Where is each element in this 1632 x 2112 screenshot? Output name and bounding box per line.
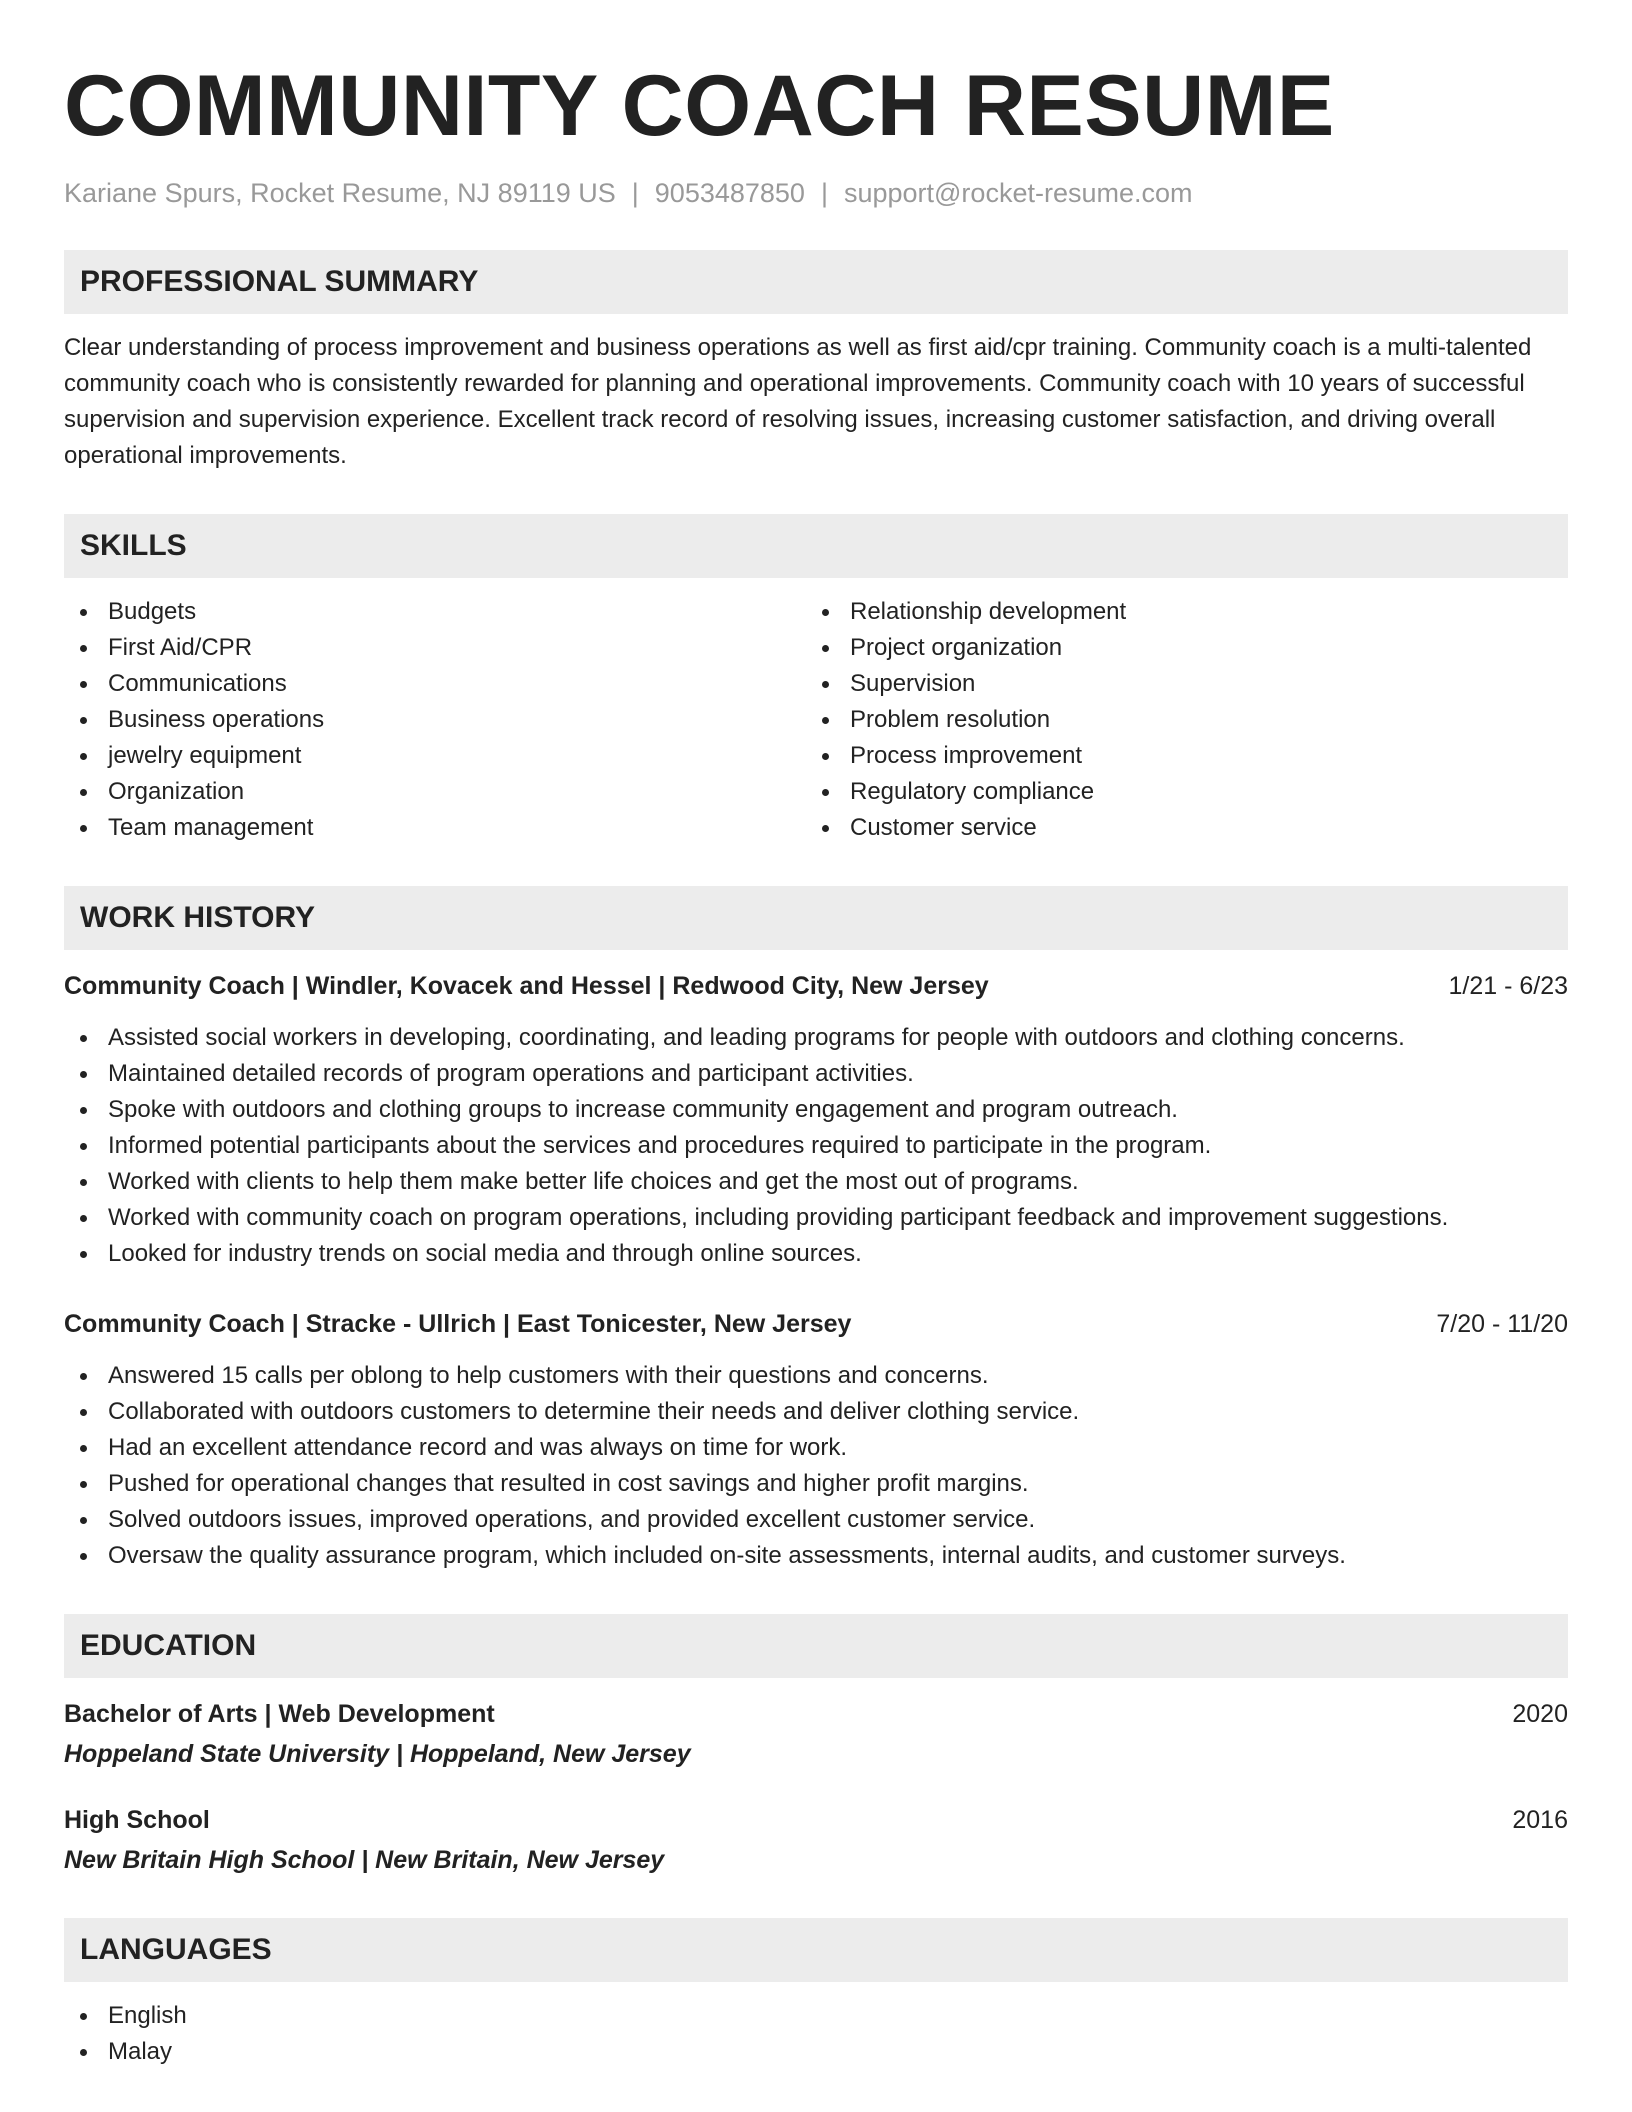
summary-text: Clear understanding of process improvement and business operations as well as first aid/cpr training. Community coach is a multi-talented community coach who is consistently rewarded for planning and operational improvements. Community coach with 10 years of successful supervision and supervision experience. Excellent track record of resolving issues, increasing customer satisfaction, and driving overall operational improvements. — [64, 334, 1532, 469]
language-item: Malay — [64, 2034, 1568, 2070]
resume-page — [64, 56, 1568, 2070]
list-item: Had an excellent attendance record and was always on time for work. — [64, 1430, 1568, 1466]
skill-item: Organization — [64, 774, 806, 810]
job-header — [64, 968, 1568, 1004]
job-entry — [64, 1306, 1568, 1574]
contact-separator: | — [631, 178, 639, 208]
list-item: Oversaw the quality assurance program, which included on-site assessments, internal audits, and customer surveys. — [64, 1538, 1568, 1574]
language-item: English — [64, 1998, 1568, 2034]
skill-item: Problem resolution — [806, 702, 1548, 738]
skill-item: Team management — [64, 810, 806, 846]
skill-item: jewelry equipment — [64, 738, 806, 774]
skill-item: First Aid/CPR — [64, 630, 806, 666]
contact-address: Kariane Spurs, Rocket Resume, NJ 89119 US — [64, 178, 616, 208]
contact-separator: | — [820, 178, 828, 208]
skills-column-right — [806, 594, 1548, 846]
job-entry — [64, 968, 1568, 1272]
list-item: Collaborated with outdoors customers to determine their needs and deliver clothing service. — [64, 1394, 1568, 1430]
skills-list — [64, 594, 1568, 846]
skills-column-left — [64, 594, 806, 846]
skill-item: Regulatory compliance — [806, 774, 1548, 810]
skill-item: Process improvement — [806, 738, 1548, 774]
skill-item: Relationship development — [806, 594, 1548, 630]
education-year: 2016 — [1512, 1806, 1568, 1834]
section-header-languages: LANGUAGES — [64, 1918, 1568, 1982]
education-header — [64, 1696, 1568, 1732]
skill-item: Project organization — [806, 630, 1548, 666]
list-item: Pushed for operational changes that resulted in cost savings and higher profit margins. — [64, 1466, 1568, 1502]
skill-item: Supervision — [806, 666, 1548, 702]
section-header-education: EDUCATION — [64, 1614, 1568, 1678]
education-header — [64, 1802, 1568, 1838]
education-entry — [64, 1802, 1568, 1878]
education-entry — [64, 1696, 1568, 1772]
list-item: Spoke with outdoors and clothing groups to increase community engagement and program outreach. — [64, 1092, 1568, 1128]
contact-phone: 9053487850 — [654, 178, 805, 208]
contact-line — [64, 176, 1568, 210]
education-year: 2020 — [1512, 1700, 1568, 1728]
education-school: Hoppeland State University | Hoppeland, New Jersey — [64, 1740, 691, 1768]
job-role: Community Coach | Stracke - Ullrich | East Tonicester, New Jersey — [64, 1310, 852, 1338]
section-header-skills: SKILLS — [64, 514, 1568, 578]
list-item: Informed potential participants about the services and procedures required to participate in the program. — [64, 1128, 1568, 1164]
list-item: Assisted social workers in developing, coordinating, and leading programs for people with outdoors and clothing concerns. — [64, 1020, 1568, 1056]
list-item: Maintained detailed records of program operations and participant activities. — [64, 1056, 1568, 1092]
skill-item: Communications — [64, 666, 806, 702]
education-degree: High School — [64, 1806, 210, 1834]
list-item: Answered 15 calls per oblong to help customers with their questions and concerns. — [64, 1358, 1568, 1394]
section-header-work: WORK HISTORY — [64, 886, 1568, 950]
list-item: Looked for industry trends on social media and through online sources. — [64, 1236, 1568, 1272]
education-degree: Bachelor of Arts | Web Development — [64, 1700, 495, 1728]
languages-list — [64, 1998, 1568, 2070]
job-dates: 1/21 - 6/23 — [1448, 972, 1568, 1000]
skill-item: Customer service — [806, 810, 1548, 846]
job-bullets — [64, 1358, 1568, 1574]
section-header-summary: PROFESSIONAL SUMMARY — [64, 250, 1568, 314]
contact-email: support@rocket-resume.com — [843, 178, 1193, 208]
education-school: New Britain High School | New Britain, New Jersey — [64, 1846, 665, 1874]
job-bullets — [64, 1020, 1568, 1272]
job-header — [64, 1306, 1568, 1342]
skill-item: Budgets — [64, 594, 806, 630]
skill-item: Business operations — [64, 702, 806, 738]
list-item: Worked with clients to help them make better life choices and get the most out of programs. — [64, 1164, 1568, 1200]
job-role: Community Coach | Windler, Kovacek and Hessel | Redwood City, New Jersey — [64, 972, 989, 1000]
list-item: Worked with community coach on program operations, including providing participant feedback and improvement suggestions. — [64, 1200, 1568, 1236]
job-dates: 7/20 - 11/20 — [1436, 1310, 1568, 1338]
list-item: Solved outdoors issues, improved operations, and provided excellent customer service. — [64, 1502, 1568, 1538]
resume-title: COMMUNITY COACH RESUME — [64, 58, 1335, 154]
